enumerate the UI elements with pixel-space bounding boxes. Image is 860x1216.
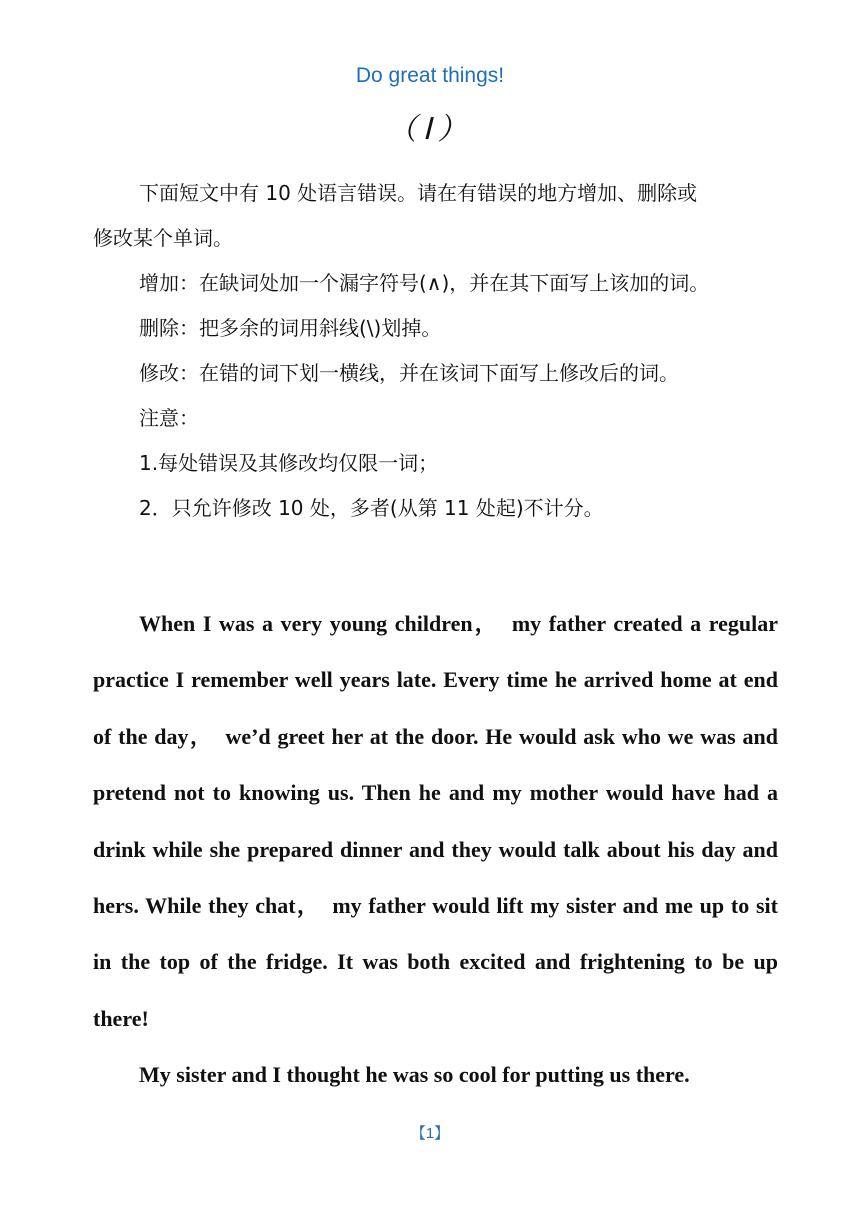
- instruction-modify: 修改：在错的词下划一横线，并在该词下面写上修改后的词。: [139, 361, 679, 385]
- instruction-intro-line1: 下面短文中有 10 处语言错误。请在有错误的地方增加、删除或: [139, 181, 698, 205]
- passage-paragraph-2: My sister and I thought he was so cool for putting us there.: [139, 1062, 690, 1088]
- passage: [93, 596, 778, 1104]
- instruction-intro-line2: 修改某个单词。: [93, 226, 233, 250]
- header-motto: Do great things!: [355, 64, 505, 87]
- instruction-add: 增加：在缺词处加一个漏字符号(∧)，并在其下面写上该加的词。: [139, 271, 710, 295]
- page-number: 【1】: [410, 1125, 450, 1142]
- note-1: 1.每处错误及其修改均仅限一词；: [139, 451, 439, 475]
- passage-paragraph-1: When I was a very young children， my father created a regular practice I remember well years late. Every time he arrived home at end of the day， we’d greet her at the door. He would ask who we was and pretend not to knowing us. Then he and my mother would have had a drink while she prepared dinner and they would talk about his day and hers. While they chat， my father would lift my sister and me up to sit in the top of the fridge. It was both excited and frightening to be up there!: [93, 611, 778, 1031]
- note-2: 2．只允许修改 10 处，多者(从第 11 处起)不计分。: [139, 496, 604, 520]
- note-label: 注意：: [139, 406, 199, 430]
- instruction-delete: 删除：把多余的词用斜线(\)划掉。: [139, 316, 442, 340]
- section-title: （Ⅰ）: [386, 113, 474, 146]
